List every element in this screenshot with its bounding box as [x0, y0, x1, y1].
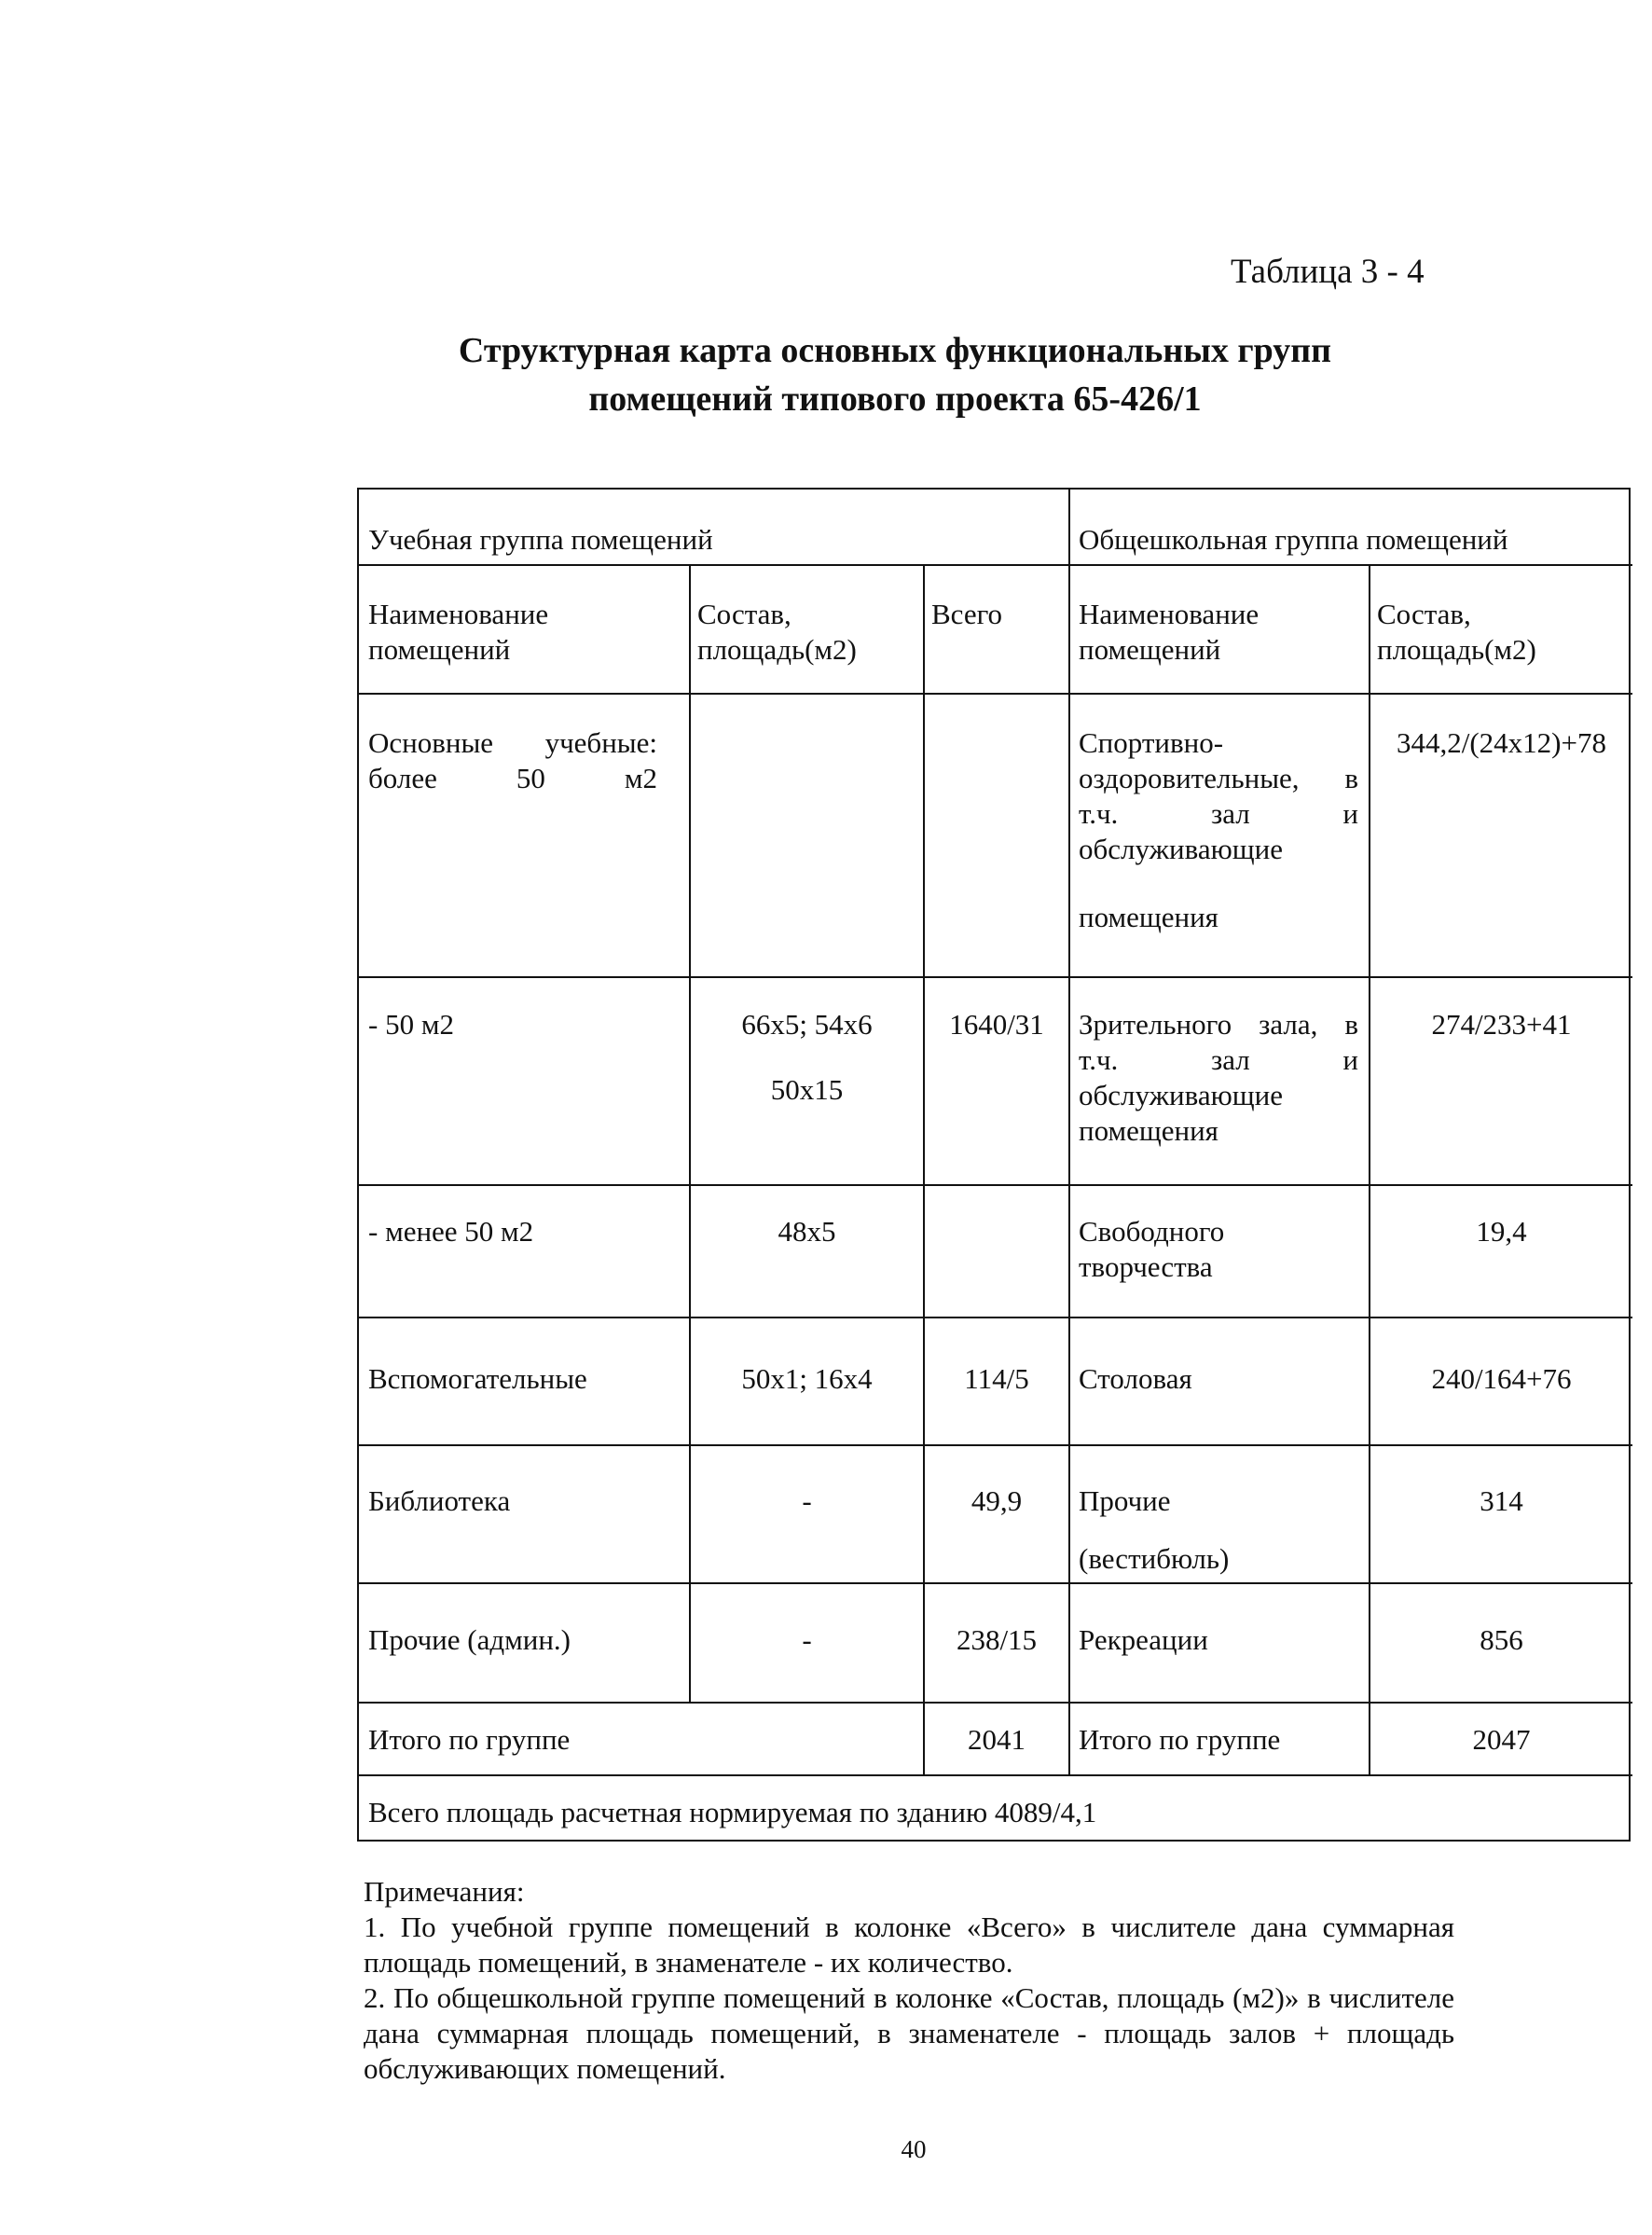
- row-composition-right: 274/233+41: [1431, 1008, 1572, 1041]
- total-left-value: 2041: [968, 1723, 1026, 1756]
- note-1: 1. По учебной группе помещений в колонке «Всего» в числителе дана суммарная площадь помещений, в знаменателе - их количество.: [364, 1911, 1454, 1979]
- group-header-educational: Учебная группа помещений: [368, 523, 713, 556]
- row-name: - менее 50 м2: [368, 1215, 534, 1248]
- title-line-1: Структурная карта основных функциональных групп: [458, 331, 1332, 370]
- row-composition: 48х5: [778, 1215, 836, 1248]
- row-total: 238/15: [956, 1623, 1038, 1656]
- row-name-right: Прочие: [1079, 1484, 1171, 1517]
- row-name-right: Спортивно-оздоровительные, в т.ч. зал и обслуживающие: [1079, 726, 1358, 865]
- row-name: Прочие (админ.): [368, 1623, 571, 1656]
- table-number: Таблица 3 - 4: [1231, 253, 1425, 291]
- row-name-right: Зрительного зала, в т.ч. зал и обслуживающие помещения: [1079, 1008, 1358, 1147]
- row-total: 114/5: [964, 1362, 1029, 1395]
- row-name-right: Рекреации: [1079, 1623, 1208, 1656]
- row-name-right-extra: (вестибюль): [1079, 1542, 1230, 1575]
- row-name-right-extra: помещения: [1079, 901, 1218, 933]
- column-header-total: Всего: [931, 598, 1003, 630]
- row-composition-right: 314: [1480, 1484, 1523, 1517]
- notes: [364, 1874, 1454, 2087]
- page-number: 40: [901, 2135, 927, 2163]
- row-composition-right: 856: [1480, 1623, 1523, 1656]
- group-header-school-wide: Общешкольная группа помещений: [1079, 523, 1508, 556]
- total-right-label: Итого по группе: [1079, 1723, 1281, 1756]
- structure-table: [357, 488, 1631, 1842]
- row-name: - 50 м2: [368, 1008, 454, 1041]
- column-header-name-right: Наименование помещений: [1079, 598, 1260, 666]
- document-title: [354, 326, 1436, 423]
- title-line-2: помещений типового проекта 65-426/1: [588, 379, 1202, 419]
- note-2: 2. По общешкольной группе помещений в колонке «Состав, площадь (м2)» в числителе дана суммарная площадь помещений, в знаменателе - площадь залов + площадь обслуживающих помещений.: [364, 1981, 1454, 2085]
- row-name: Основные учебные: более 50 м2: [368, 726, 657, 794]
- row-name: Библиотека: [368, 1484, 511, 1517]
- row-total: 49,9: [971, 1484, 1023, 1517]
- row-composition: 50х1; 16х4: [741, 1362, 873, 1395]
- row-name: Вспомогательные: [368, 1362, 587, 1395]
- row-composition-right: 240/164+76: [1431, 1362, 1572, 1395]
- row-composition-extra: 50х15: [770, 1073, 844, 1106]
- row-composition: 66х5; 54х6: [741, 1008, 873, 1041]
- total-right-value: 2047: [1472, 1723, 1531, 1756]
- row-composition: -: [802, 1623, 812, 1656]
- column-header-name: Наименование помещений: [368, 598, 549, 666]
- row-composition: -: [802, 1484, 812, 1517]
- row-composition-right: 344,2/(24х12)+78: [1397, 726, 1606, 759]
- notes-heading: Примечания:: [364, 1875, 525, 1908]
- column-header-composition-right: Состав, площадь(м2): [1377, 598, 1536, 666]
- row-name-right: Свободного творчества: [1079, 1215, 1225, 1283]
- row-total: 1640/31: [949, 1008, 1044, 1041]
- grand-total: Всего площадь расчетная нормируемая по зданию 4089/4,1: [368, 1796, 1097, 1828]
- row-name-right: Столовая: [1079, 1362, 1192, 1395]
- total-left-label: Итого по группе: [368, 1723, 571, 1756]
- column-header-composition: Состав, площадь(м2): [697, 598, 857, 666]
- row-composition-right: 19,4: [1476, 1215, 1527, 1248]
